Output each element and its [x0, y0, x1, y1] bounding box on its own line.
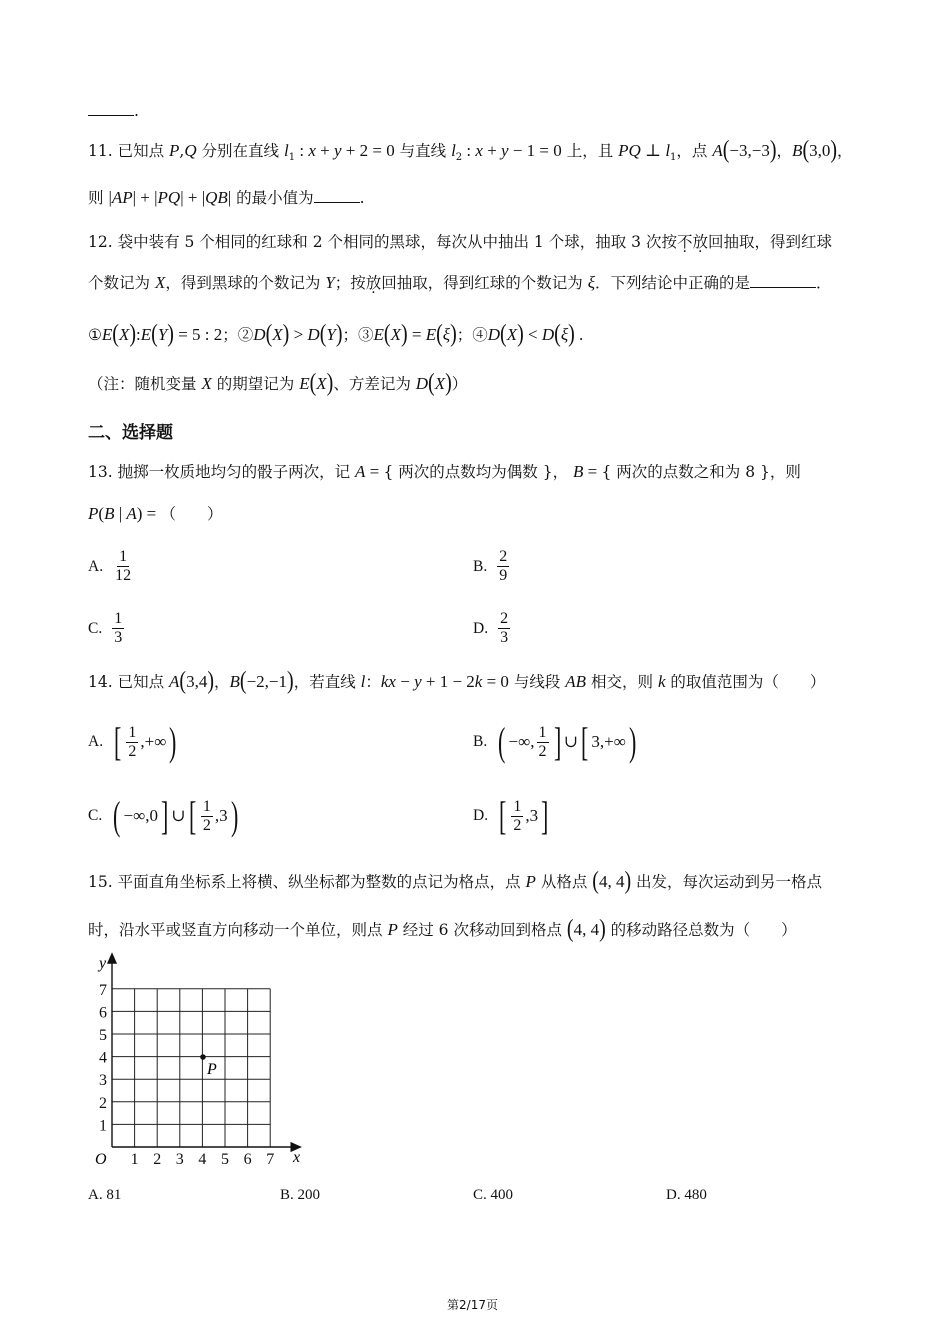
q14-option-a[interactable]: A. [ $\frac{1}{2}$ ,+∞ ) — [88, 719, 177, 764]
q12-line2: 个数记为 X，得到黑球的个数记为 Y；按放回抽取，得到红球的个数记为 ξ．下列结论中正确的是 ． — [88, 273, 832, 292]
q13-option-b[interactable]: B. $\frac{2}{9}$ — [473, 548, 508, 584]
q15-option-b[interactable]: B. 200 — [280, 1187, 321, 1203]
section-title: 二、选择题 — [88, 423, 173, 443]
y-tick-label: 5 — [99, 1027, 107, 1044]
q13-option-c[interactable]: C. $\frac{1}{3}$ — [88, 610, 123, 646]
y-tick-label: 7 — [99, 981, 107, 999]
lattice-grid-figure — [85, 950, 315, 1180]
x-tick-label: 7 — [266, 1151, 275, 1168]
q15-line1: 15. 平面直角坐标系上将横、纵坐标都为整数的点记为格点，点 P 从格点 (4, 4) 出发，每次运动到另一格点 — [88, 867, 823, 895]
x-tick-label: 4 — [198, 1151, 207, 1168]
origin-label: O — [95, 1151, 107, 1168]
x-axis-label: x — [293, 1149, 301, 1166]
q13-option-d[interactable]: D. $\frac{2}{3}$ — [473, 610, 509, 646]
y-tick-label: 4 — [99, 1049, 107, 1067]
q14-option-c[interactable]: C. ( −∞,0 ] ∪ [ $\frac{1}{2}$ ,3 ) — [88, 793, 239, 838]
q13-line2: P(B | A) = （ ） — [88, 504, 223, 523]
y-tick-label: 1 — [99, 1117, 107, 1135]
y-tick-label: 6 — [99, 1004, 107, 1022]
fraction: $\frac{2}{3}$ — [500, 610, 509, 646]
y-tick-label: 2 — [99, 1094, 107, 1112]
q13-option-a[interactable]: A. $\frac{1}{12}$ — [88, 548, 132, 584]
q14-option-b[interactable]: B. ( −∞, $\frac{1}{2}$ ] ∪ [ 3,+∞ ) — [473, 719, 637, 764]
q15-line2: 时，沿水平或竖直方向移动一个单位，则点 P 经过 6 次移动回到格点 (4, 4) 的移动路径总数为（ ） — [88, 915, 797, 943]
fraction: $\frac{1}{2}$ — [128, 723, 137, 760]
q15-option-c[interactable]: C. 400 — [473, 1187, 514, 1203]
q11-line1: 11. 已知点 P,Q 分别在直线 $l_1$ : x + y + 2 = 0 与直线 $l_2$ : x + y − 1 = 0 上，且 PQ ⊥ $l_1$，点 A(−3,−3)，B(3,0)， — [88, 136, 853, 164]
point-p-label: P — [207, 1061, 217, 1078]
fraction: $\frac{1}{12}$ — [115, 548, 132, 584]
q12-line1: 12. 袋中装有 5 个相同的红球和 2 个相同的黑球，每次从中抽出 1 个球，抽取 3 次按不放回抽取，得到红球 — [88, 233, 832, 251]
x-tick-label: 5 — [221, 1151, 229, 1168]
fraction: $\frac{1}{2}$ — [202, 797, 211, 834]
q11-line2: 则 |AP| + |PQ| + |QB| 的最小值为 . — [88, 188, 365, 207]
page-footer: 第2/17页 — [447, 1298, 498, 1312]
x-tick-label: 3 — [175, 1151, 184, 1168]
q14-option-d[interactable]: D. [ $\frac{1}{2}$ ,3 ] — [473, 793, 549, 838]
y-axis-label: y — [99, 955, 107, 972]
y-tick-label: 3 — [99, 1072, 107, 1090]
q14-line1: 14. 已知点 A(3,4)，B(−2,−1)，若直线 l：kx − y + 1 − 2k = 0 与线段 AB 相交，则 k 的取值范围为（ ） — [88, 667, 826, 695]
q15-option-a[interactable]: A. 81 — [88, 1187, 122, 1203]
fraction: $\frac{1}{2}$ — [513, 797, 522, 834]
q13-line1: 13. 抛掷一枚质地均匀的骰子两次，记 A = { 两次的点数均为偶数 }， B = { 两次的点数之和为 8 }，则 — [88, 462, 801, 481]
x-tick-label: 2 — [153, 1151, 162, 1168]
x-tick-label: 1 — [130, 1151, 139, 1168]
q12-statements: ①E(X):E(Y) = 5 : 2；②D(X) > D(Y)；③E(X) = E(ξ)；④D(X) < D(ξ) . — [88, 320, 584, 348]
previous-answer-blank: . — [88, 100, 139, 122]
fraction: $\frac{2}{9}$ — [499, 548, 508, 584]
fraction: $\frac{1}{2}$ — [538, 723, 547, 760]
q15-option-d[interactable]: D. 480 — [666, 1187, 707, 1203]
grid-lines — [112, 989, 270, 1147]
fraction: $\frac{1}{3}$ — [114, 610, 123, 646]
axes — [108, 954, 300, 1151]
point-p-marker — [200, 1054, 206, 1060]
x-tick-label: 6 — [243, 1151, 252, 1168]
q12-note: （注：随机变量 X 的期望记为 E(X)、方差记为 D(X)） — [88, 369, 468, 397]
y-axis-arrow — [108, 954, 116, 963]
